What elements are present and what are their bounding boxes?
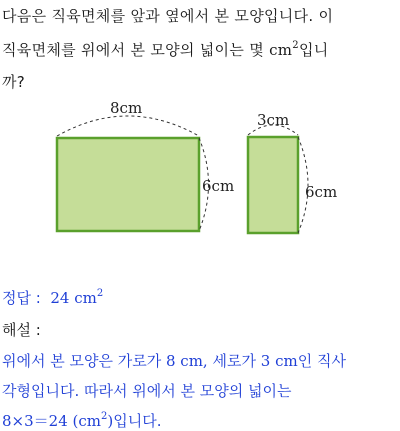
question-text-3: 까? — [2, 73, 26, 91]
front-width-arc — [57, 116, 199, 136]
question-text-2: 직육면체를 위에서 본 모양의 넓이는 몇 — [2, 41, 264, 59]
question-line-2 — [2, 40, 329, 60]
question-unit: $cm^2$ — [269, 40, 299, 59]
explanation-line-3 — [2, 411, 161, 431]
explanation-label-line — [2, 320, 41, 340]
answer-label: 정답 : — [2, 289, 41, 307]
question-line-1 — [2, 6, 333, 26]
explanation-text-1c: 세로가 — [212, 352, 256, 370]
box-views-figure — [0, 100, 400, 240]
side-width-label: 3cm — [257, 111, 290, 129]
explanation-text-1d: 3 cm — [260, 352, 298, 370]
explanation-line-2 — [2, 381, 291, 401]
front-view-rectangle — [57, 138, 199, 231]
side-height-label: 6cm — [305, 183, 338, 201]
front-width-label: 8cm — [110, 100, 143, 117]
question-text-1: 다음은 직육면체를 앞과 옆에서 본 모양입니다. 이 — [2, 7, 334, 25]
answer-line — [2, 288, 103, 308]
answer-value: 24 $cm^2$ — [50, 288, 104, 307]
explanation-formula: 8×3＝24 $(cm^2)$ — [2, 411, 114, 430]
explanation-text-1b: 8 cm, — [166, 352, 208, 370]
explanation-line-1 — [2, 351, 346, 371]
explanation-text-3c: 입니다. — [113, 412, 162, 430]
explanation-text-2: 각형입니다. 따라서 위에서 본 모양의 넓이는 — [2, 382, 292, 400]
side-view-rectangle — [248, 137, 298, 233]
explanation-text-1a: 위에서 본 모양은 가로가 — [2, 352, 162, 370]
question-suffix: 입니 — [298, 41, 329, 59]
explanation-label: 해설 : — [2, 321, 41, 339]
question-line-3 — [2, 72, 25, 92]
front-height-label: 6cm — [202, 177, 235, 195]
explanation-text-1e: 인 직사 — [297, 352, 346, 370]
